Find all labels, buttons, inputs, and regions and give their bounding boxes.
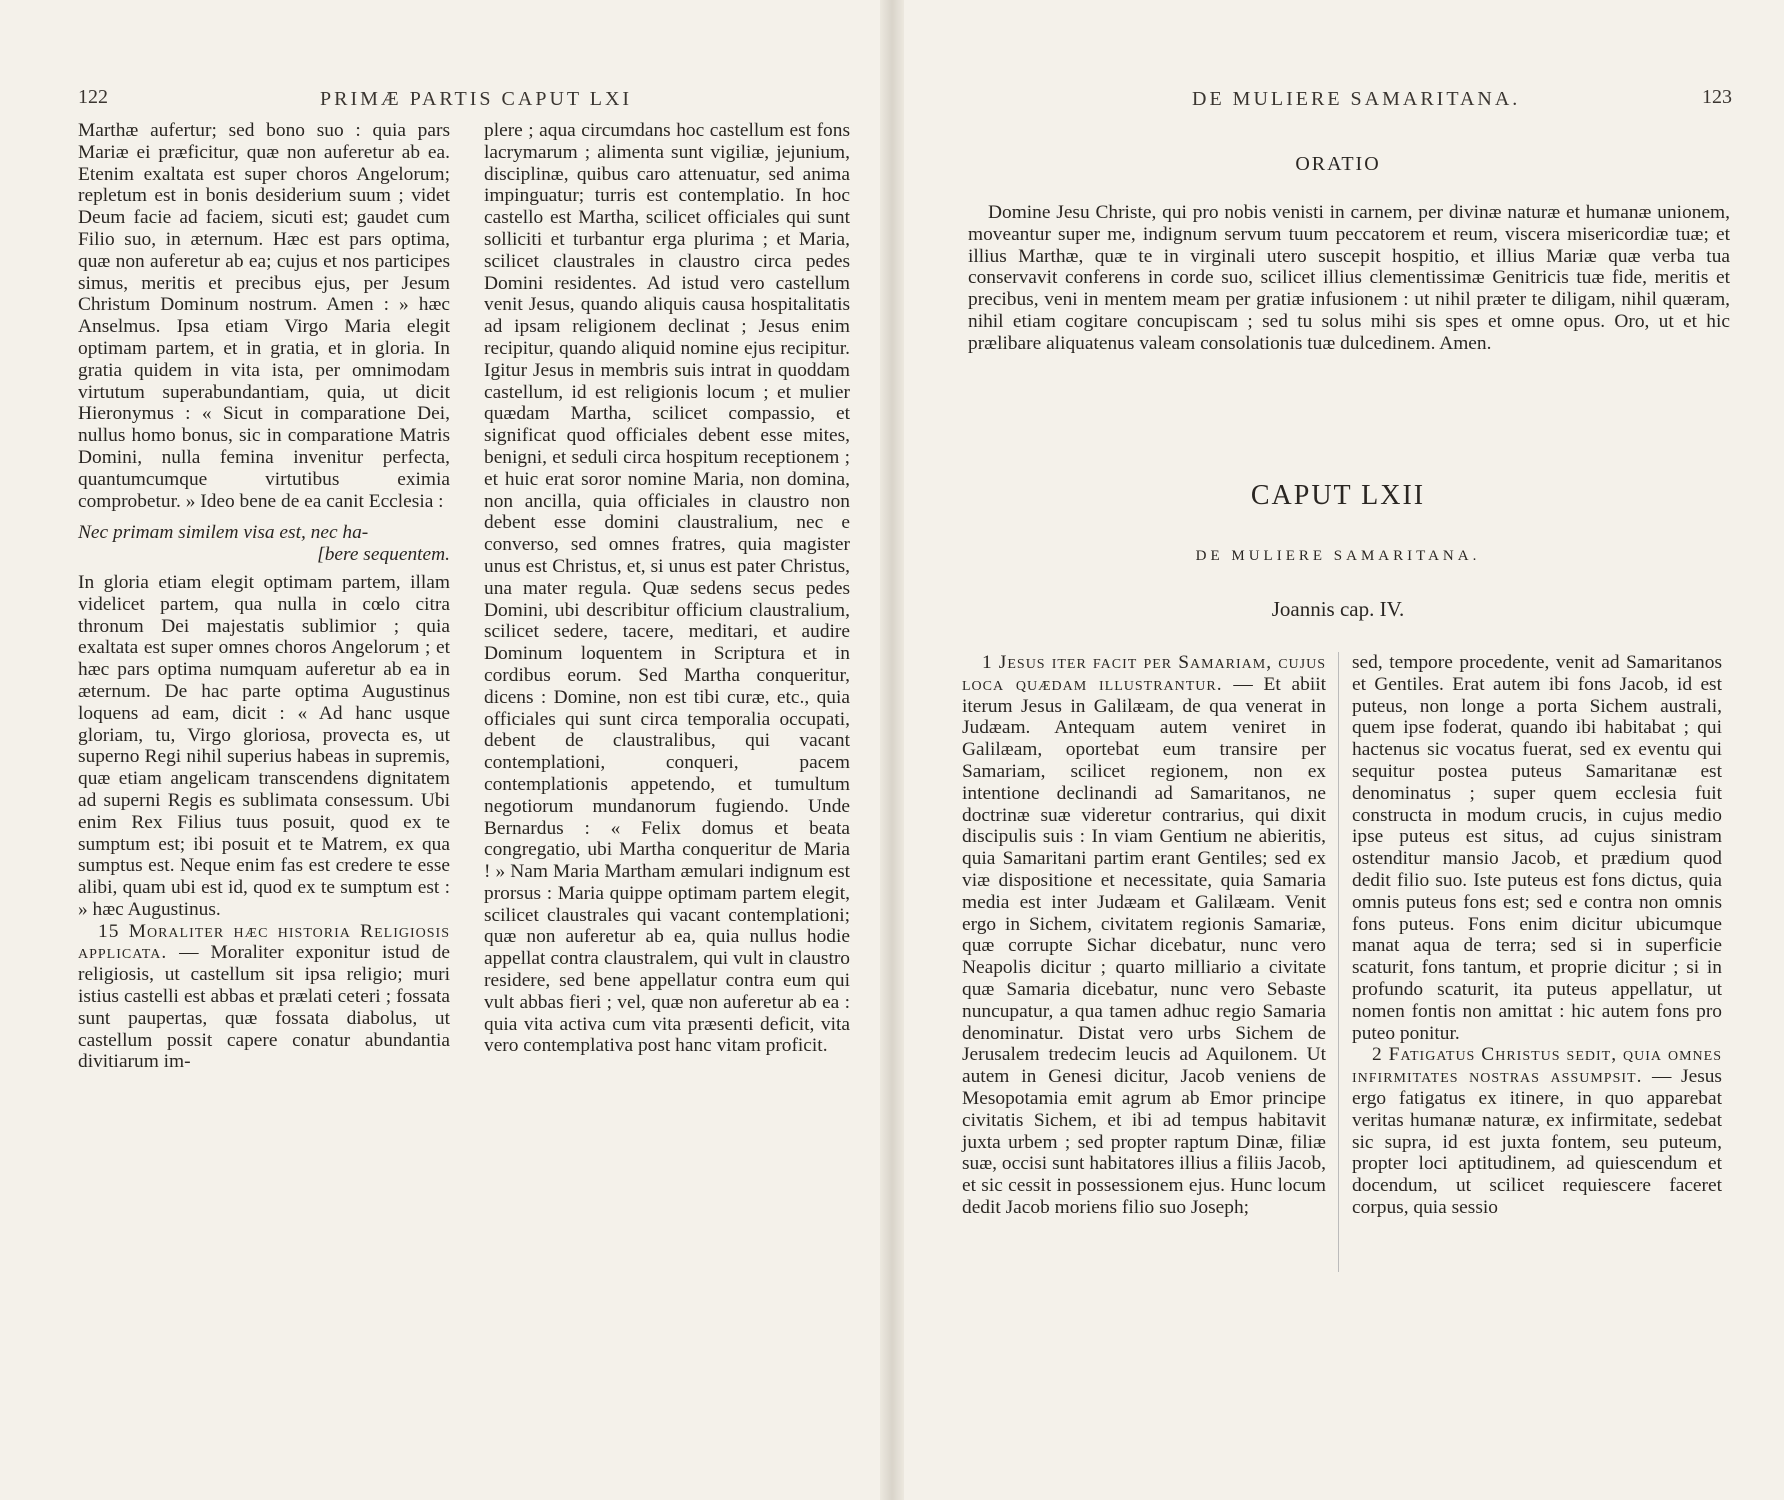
chapter-title: CAPUT LXII <box>1250 480 1426 511</box>
paragraph: Marthæ aufertur; sed bono suo : quia pars Mariæ ei præficitur, quæ non auferetur ab ea. Etenim exaltata est super choros Angelorum; repletum est in bonis desiderium suum ; videt Deum facie ad faciem, sicuti est; gaudet cum Filio suo, in æternum. Hæc est pars optima, quæ non auferetur ab ea; cujus et nos participes simus, meritis et precibus ejus, per Jesum Christum Dominum nostrum. Amen : » hæc Anselmus. Ipsa etiam Virgo Maria elegit optimam partem, et in gratia, et in gloria. In gratia quidem in vita ista, per omnimodam virtutum superabundantiam, quia, ut dicit Hieronymus : « Sicut in comparatione Dei, nullus homo bonus, sic in comparatione Matris Domini, nulla femina invenitur perfecta, quantumcumque virtutibus eximia comprobetur. » Ideo bene de ea canit Ecclesia : <box>78 120 450 512</box>
right-column-1 <box>962 652 1326 1219</box>
paragraph: sed, tempore procedente, venit ad Samaritanos et Gentiles. Erat autem ibi fons Jacob, id est puteus, non longe a porta Sichem australi, quem ipse foderat, quando ibi habitabat ; qui hactenus sic vocatus fuerat, sed ex eventu qui sequitur postea puteus Samaritanæ est denominatus ; super quem ecclesia fuit constructa in modum crucis, in cujus medio ipse puteus est situs, ad cujus sinistram ostenditur mansio Jacob, et prædium quod dedit filio suo. Iste puteus est fons dictus, quia omnis puteus fons est; sed e contra non omnis fons puteus. Fons enim dicitur ubicumque manat aqua de terra; sed si in superficie scaturit, fons tantum, et proprie dicitur ; si in profundo scaturit, ita puteus appellatur, ut nomen fontis non amittat : hic autem fons pro puteo ponitur. <box>1352 652 1722 1044</box>
left-column-1 <box>78 120 450 1073</box>
paragraph: plere ; aqua circumdans hoc castellum est fons lacrymarum ; alimenta sunt vigiliæ, jejunium, disciplinæ, quibus caro attenuatur, sed anima impinguatur; turris est contemplatio. In hoc castello est Martha, scilicet officiales qui sunt solliciti et turbantur erga plurima ; et Maria, scilicet claustrales in claustro circa pedes Domini residentes. Ad istud vero castellum venit Jesus, quando aliquis causa hospitalitatis ad ipsam religionem declinat ; Jesus enim recipitur, quando aliquid nomine ejus recipitur. Igitur Jesus in membris suis intrat in quoddam castellum, id est religionis locum ; et mulier quædam Martha, scilicet compassio, et significat quod officiales debent esse mites, benigni, et seduli circa hospitum receptionem ; et huic erat soror nomine Maria, non domina, non ancilla, quia officiales in claustro non debent esse domini claustralium, nec e converso, sed omnes fratres, quia magister unus est Christus, et, si unus est pater Christus, una mater regula. Quæ sedens secus pedes Domini, ubi describitur officium claustralium, scilicet sedere, tacere, meditari, et audire Dominum loquentem in Scriptura et in cordibus eorum. Sed Martha conqueritur, dicens : Domine, non est tibi curæ, etc., quia officiales qui sunt circa temporalia occupati, debent de claustralibus, qui vacant contemplationi, conqueri, pacem contemplationis appetendo, et tumultum negotiorum mundanorum fugiendo. Unde Bernardus : « Felix domus et beata congregatio, ubi Martha conqueritur de Maria ! » Nam Maria Martham æmulari indignum est prorsus : Maria quippe optimam partem elegit, scilicet claustrales qui vacant contemplationi; quæ non auferetur ab ea, quia nullus hodie appellat contra claustralem, qui vult in claustro residere, sed bene appellatur contra eum qui vult abbas fieri ; vel, quæ non auferetur ab ea : quia vita activa cum vita præsenti deficit, vita vero contemplativa post hanc vitam proficit. <box>484 120 850 1057</box>
scripture-reference: Joannis cap. IV. <box>1271 597 1405 621</box>
paragraph: — Et abiit iterum Jesus in Galilæam, de qua venerat in Judæam. Antequam autem veniret in Galilæam, oportebat eum transire per Samariam, scilicet regionem, non ex intentione declinandi ad Samaritanos, ne doctrinæ suæ videretur contrarius, qui dixit discipulis suis : In viam Gentium ne abieritis, quia Samaritani partim erant Gentiles; sed ex viæ dispositione et necessitate, quia Samaria media est inter Judæam et Galilæam. Venit ergo in Sichem, civitatem regionis Samariæ, quæ corrupte Sichar dicebatur, nunc vero Neapolis dicitur ; quarto milliario a civitate quæ Samaria dicebatur, nunc vero Sebaste nuncupatur, a qua tamen adhuc regio Samaria denominatur. Distat vero urbs Sichem de Jerusalem tredecim leucis ad Aquilonem. Ut autem in Genesi dicitur, Jacob veniens de Mesopotamia emit agrum ab Emor principe civitatis Sichem, et ibi ad tempus habitavit juxta urbem ; sed propter raptum Dinæ, filiæ suæ, occisi sunt habitatores illius a filiis Jacob, et sic cessit in possessionem ejus. Hunc locum dedit Jacob moriens filio suo Joseph; <box>962 673 1326 1218</box>
page-number-right: 123 <box>1702 86 1732 108</box>
verse-line: Nec primam similem visa est, nec ha- <box>78 522 369 544</box>
left-column-2 <box>484 120 850 1057</box>
running-head-left: PRIMÆ PARTIS CAPUT LXI <box>320 88 633 110</box>
oratio-title: ORATIO <box>1295 153 1381 175</box>
column-rule <box>1338 652 1339 1272</box>
page-number-left: 122 <box>78 86 108 108</box>
section-heading: 15 Moraliter hæc historia Religiosis applicata. <box>78 920 450 964</box>
paragraph: — Moraliter exponitur istud de religiosis, ut castellum sit ipsa religio; muri istius castelli est abbas et prælati ceteri ; fossata sunt paupertas, quæ fossata diabolus, ut castellum possit capere conatur abundantia divitiarum im- <box>78 942 450 1073</box>
verse-line: [bere sequentem. <box>317 544 450 566</box>
oratio-text: Domine Jesu Christe, qui pro nobis venisti in carnem, per divinæ naturæ et humanæ unionem, moveantur super me, indignum servum tuum peccatorem et reum, viscera misericordiæ tuæ; et illius Marthæ, quæ te in virginali utero suscepit hospitio, et illius Mariæ quæ verba tua conservavit conferens in corde suo, scilicet illius clementissimæ Genitricis tuæ fide, meritis et precibus, veni in mentem meam per gratiæ infusionem : ut nihil præter te diligam, nihil quæram, nihil etiam cogitare concupiscam ; sed tu solus mihi sis spes et omne opus. Oro, ut et hic prælibare aliquatenus valeam consolationis tuæ dulcedinem. Amen. <box>968 202 1730 354</box>
verse-quote <box>78 522 450 566</box>
paragraph: — Jesus ergo fatigatus ex itinere, in quo apparebat veritas humanæ naturæ, ex infirmitate, sedebat sic supra, id est juxta fontem, seu puteum, propter loci aptitudinem, ad quiescendum et docendum, ut scilicet requiescere faceret corpus, quia sessio <box>1352 1066 1722 1218</box>
chapter-subtitle: DE MULIERE SAMARITANA. <box>1195 548 1481 564</box>
section-heading: 2 Fatigatus Christus sedit, quia omnes infirmitates nostras assumpsit. <box>1352 1044 1722 1088</box>
right-column-2 <box>1352 652 1722 1219</box>
paragraph: In gloria etiam elegit optimam partem, illam videlicet partem, qua nulla in cœlo citra thronum Dei majestatis sublimior ; quia exaltata est super omnes choros Angelorum ; et hæc pars optima numquam auferetur ab ea in æternum. De hac parte optima Augustinus loquens ad eam, dicit : « Ad hanc usque gloriam, tu, Virgo gloriosa, provecta es, ut superno Regi nihil superius habeas in supremis, quæ etiam angelicam transcendens dignitatem ad superni Regis es sublimata consessum. Ubi enim Rex Filius tuus posuit, quod ex te sumptum est; ibi posuit et te Matrem, ex qua sumptus est. Neque enim fas est credere te esse alibi, quam ubi est id, quod ex te sumptum est : » hæc Augustinus. <box>78 571 450 920</box>
section-heading: 1 Jesus iter facit per Samariam, cujus loca quædam illustrantur. <box>962 652 1326 695</box>
running-head-right: DE MULIERE SAMARITANA. <box>1192 88 1521 110</box>
